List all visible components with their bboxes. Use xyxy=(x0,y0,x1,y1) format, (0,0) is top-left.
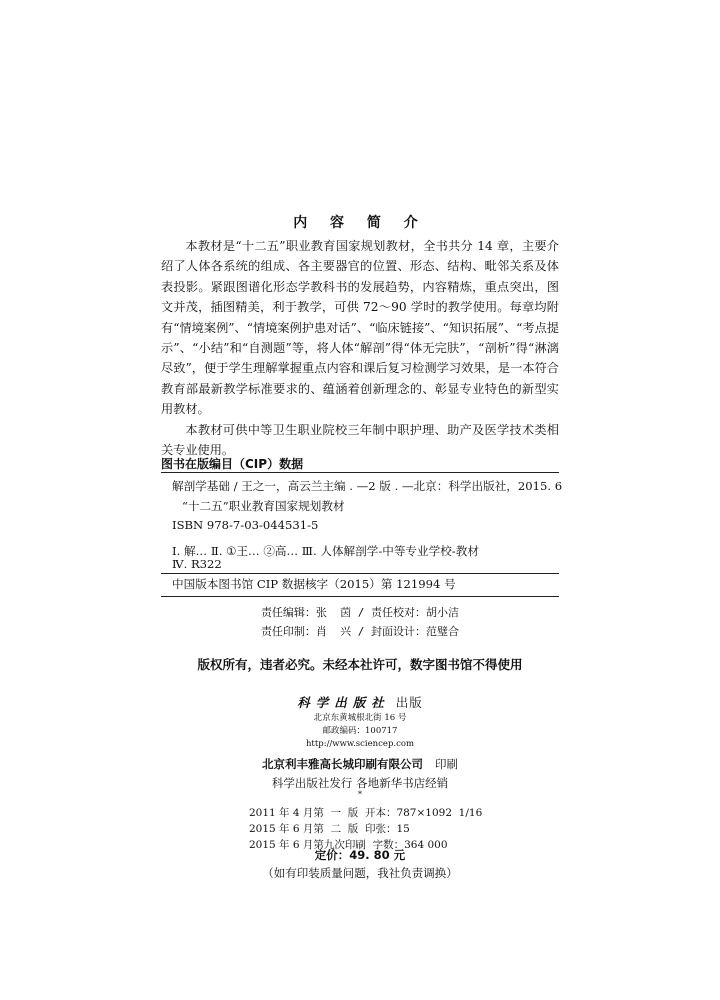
publisher-address: 北京东黄城根北街 16 号 xyxy=(313,713,407,723)
publisher-zip: 邮政编码：100717 xyxy=(322,726,398,736)
cip-verify: 中国版本图书馆 CIP 数据核字（2015）第 121994 号 xyxy=(172,577,456,591)
cip-line: “十二五”职业教育国家规划教材 xyxy=(182,498,345,513)
staff-line: 责任印制：肖 兴 / 封面设计：范璧合 xyxy=(260,625,460,638)
intro-paragraph: 本教材可供中等卫生职业院校三年制中职护理、助产及医学技术类相关专业使用。 xyxy=(161,422,559,458)
publisher-name: 科学出版社 xyxy=(297,695,390,710)
edition-line: 2011 年 4 月第 一 版 开本：787×1092 1/16 xyxy=(249,807,483,819)
staff-credits xyxy=(0,603,720,641)
printer-name: 北京利丰雅高长城印刷有限公司 xyxy=(262,757,423,771)
price: 定价：49. 80 元 xyxy=(314,848,406,862)
cip-record-tail xyxy=(172,555,557,575)
divider xyxy=(161,596,559,597)
cip-isbn: ISBN 978-7-03-044531-5 xyxy=(172,518,319,533)
divider xyxy=(161,573,559,574)
separator-mark: * xyxy=(358,790,362,799)
quality-note: （如有印装质量问题，我社负责调换） xyxy=(262,866,458,880)
publisher-action: 出版 xyxy=(395,695,423,710)
staff-line: 责任编辑：张 茵 / 责任校对：胡小洁 xyxy=(260,606,460,619)
cip-line: Ⅳ. R322 xyxy=(172,557,222,571)
cip-line: Ⅰ. 解… Ⅱ. ①王… ②高… Ⅲ. 人体解剖学-中等专业学校-教材 xyxy=(172,543,479,558)
printer-action: 印刷 xyxy=(435,757,458,771)
publisher xyxy=(0,693,720,711)
distributor: 科学出版社发行 各地新华书店经销 xyxy=(271,776,449,790)
cip-record xyxy=(172,477,563,561)
intro-section xyxy=(161,236,559,460)
divider xyxy=(161,472,559,473)
publisher-website: http://www.sciencep.com xyxy=(305,739,415,749)
edition-line: 2015 年 6 月第 二 版 印张：15 xyxy=(249,823,410,835)
printer xyxy=(0,756,720,772)
cip-header: 图书在版编目（CIP）数据 xyxy=(161,457,304,471)
page-title: 内 容 简 介 xyxy=(293,215,427,231)
copyright-notice: 版权所有，违者必究。未经本社许可，数字图书馆不得使用 xyxy=(197,657,523,672)
edition-info xyxy=(249,805,482,853)
intro-paragraph: 本教材是“十二五”职业教育国家规划教材，全书共分 14 章，主要介绍了人体各系统的组成、各主要器官的位置、形态、结构、毗邻关系及体表投影。紧跟图谱化形态学教科书的发展趋势，内容精炼，重点突出，图文并茂，插图精美，利于教学，可供 72～90 学时的教学使用。每章均附有“情境案例”、“情境案例护患对话”、“临床链接”、“知识拓展”、“考点提示”、“小结”和“自测题”等，将人体“解剖”得“体无完肤”，“剖析”得“淋漓尽致”，便于学生理解掌握重点内容和课后复习检测学习效果，是一本符合教育部最新教学标准要求的、蕴涵着创新理念的、彰显专业特色的新型实用教材。 xyxy=(161,239,559,417)
edition-line: 2015 年 6 月第九次印刷 字数：364 000 xyxy=(249,839,448,851)
cip-line: 解剖学基础 / 王之一，高云兰主编 . —2 版 . —北京：科学出版社，2015. 6 xyxy=(172,479,563,493)
